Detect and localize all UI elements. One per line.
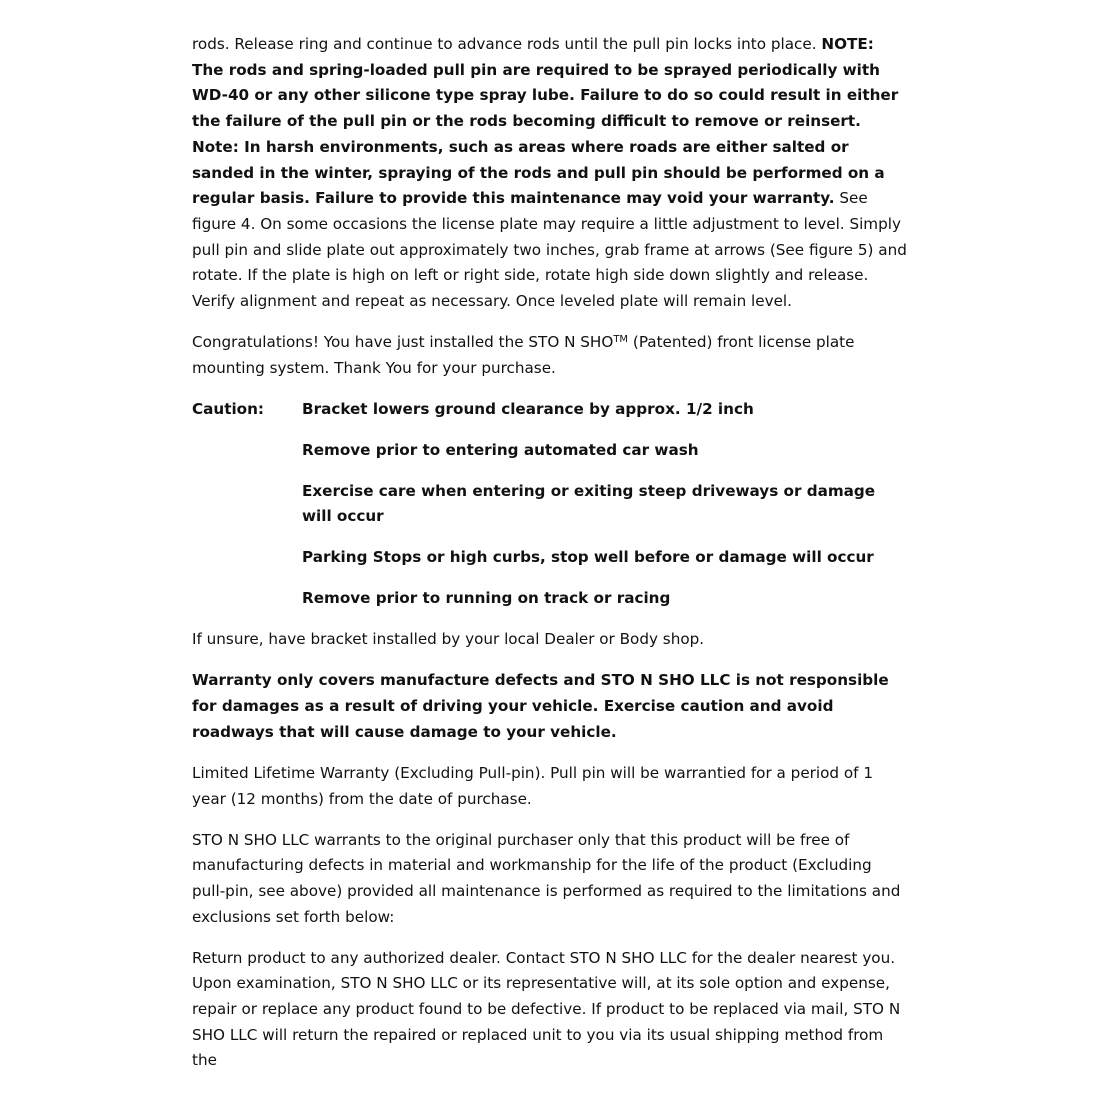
maintenance-paragraph [192, 32, 908, 315]
congratulations-lead-text: Congratulations! You have just installed the STO N SHO [192, 333, 614, 352]
adjustment-instructions-text: See figure 4. On some occasions the license plate may require a little adjustment to level. Simply pull pin and slide plate out approximately two inches, grab frame at arrows (See figure 5) and rotate. If the plate is high on left or right side, rotate high side down slightly and release. Verify alignment and repeat as necessary. Once leveled plate will remain level. [192, 189, 907, 311]
installer-advice-paragraph: If unsure, have bracket installed by your local Dealer or Body shop. [192, 630, 705, 649]
trademark-superscript: TM [613, 334, 629, 346]
caution-label-spacer [192, 438, 302, 464]
caution-label-spacer [192, 479, 302, 530]
caution-item: Remove prior to running on track or racing [302, 589, 671, 608]
caution-row [192, 545, 908, 571]
caution-item: Bracket lowers ground clearance by approx. 1/2 inch [302, 399, 754, 418]
warranty-disclaimer-paragraph [192, 668, 908, 745]
document-page [192, 32, 908, 1089]
congratulations-paragraph [192, 330, 908, 381]
congratulations-tail-text: (Patented) front license plate mounting system. Thank You for your purchase. [192, 333, 855, 377]
caution-label-spacer [192, 545, 302, 571]
warranty-terms-paragraph: STO N SHO LLC warrants to the original purchaser only that this product will be free of manufacturing defects in material and workmanship for the life of the product (Excluding pull-pin, see above) provided all maintenance is performed as required to the limitations and exclusions set forth below: [192, 830, 901, 926]
caution-row [192, 479, 908, 530]
maintenance-note-bold: NOTE: The rods and spring-loaded pull pin are required to be sprayed periodically with WD-40 or any other silicone type spray lube. Failure to do so could result in either the failure of the pull pin or the rods becoming difficult to remove or reinsert. Note: In harsh environments, such as areas where roads are either salted or sanded in the winter, spraying of the rods and pull pin should be performed on a regular basis. Failure to provide this maintenance may void your warranty. [192, 35, 899, 208]
warranty-disclaimer-bold: Warranty only covers manufacture defects and STO N SHO LLC is not responsible for damages as a result of driving your vehicle. Exercise caution and avoid roadways that will cause damage to your vehicle. [192, 671, 889, 741]
return-policy-paragraph: Return product to any authorized dealer. Contact STO N SHO LLC for the dealer nearest you. Upon examination, STO N SHO LLC or its representative will, at its sole option and expense, repair or replace any product found to be defective. If product to be replaced via mail, STO N SHO LLC will return the repaired or replaced unit to you via its usual shipping method from the [192, 948, 901, 1070]
caution-item: Exercise care when entering or exiting steep driveways or damage will occur [302, 481, 876, 526]
limited-warranty-paragraph: Limited Lifetime Warranty (Excluding Pull-pin). Pull pin will be warrantied for a period of 1 year (12 months) from the date of purchase. [192, 763, 874, 808]
caution-row [192, 438, 908, 464]
caution-label-spacer [192, 586, 302, 612]
caution-item: Parking Stops or high curbs, stop well before or damage will occur [302, 548, 874, 567]
caution-label: Caution: [192, 399, 264, 418]
maintenance-lead-text: rods. Release ring and continue to advance rods until the pull pin locks into place. [192, 35, 822, 53]
caution-row [192, 397, 908, 423]
caution-row [192, 586, 908, 612]
caution-item: Remove prior to entering automated car wash [302, 440, 699, 459]
